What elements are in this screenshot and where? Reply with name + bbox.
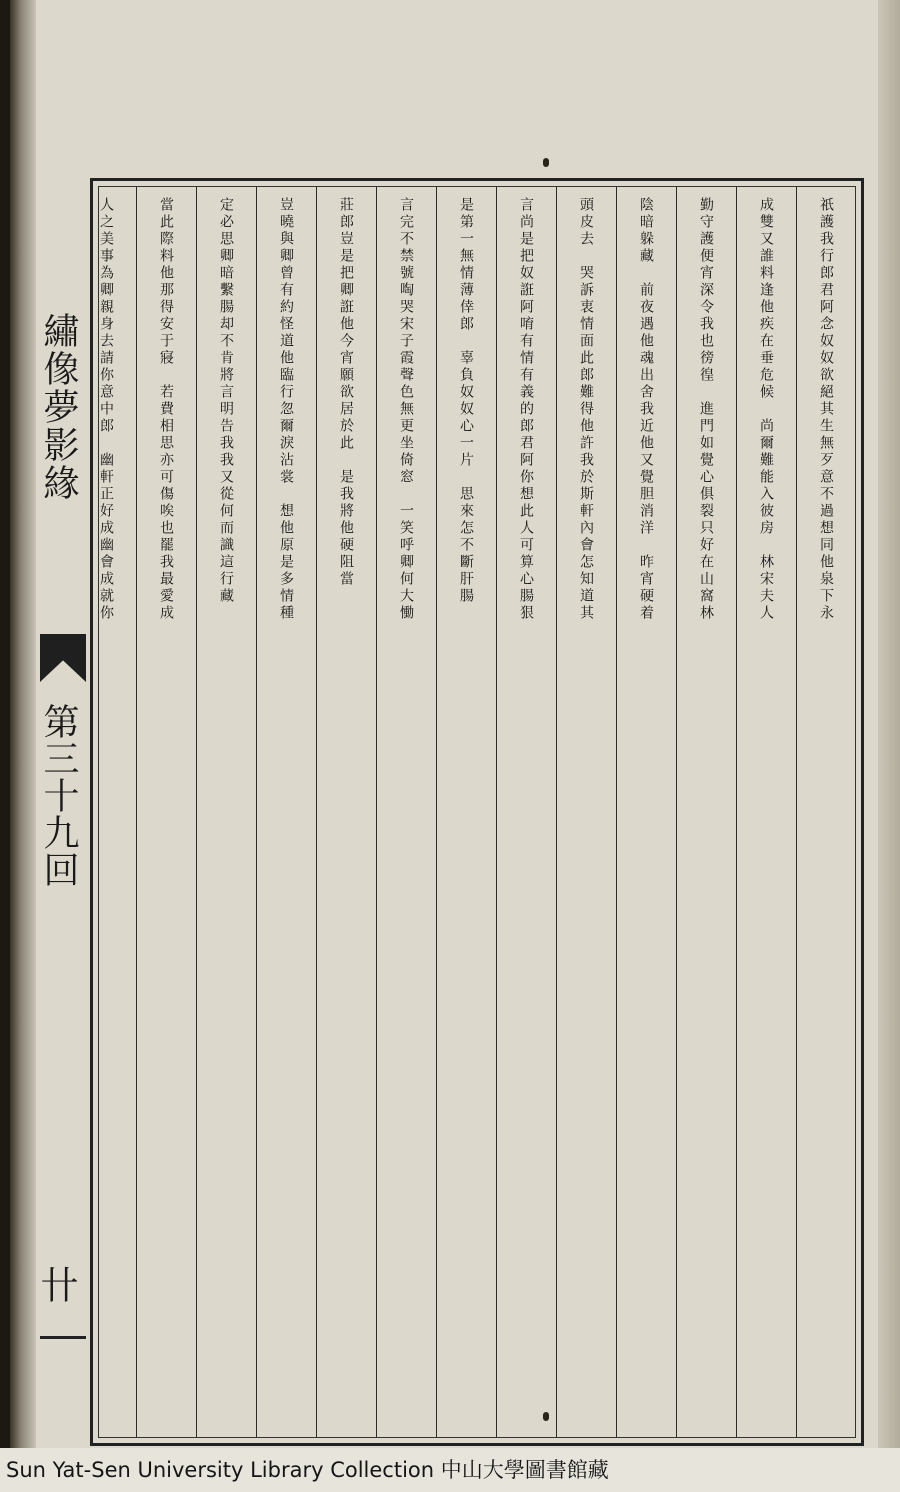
binding-hole — [543, 158, 549, 167]
text-column — [736, 197, 796, 1437]
text-column — [76, 197, 136, 1437]
column-text: 是第一無情薄倖郎 辜負奴奴心一片 思來怎不斷肝腸 — [458, 197, 474, 605]
text-column — [316, 197, 376, 1437]
book-title: 繡像夢影緣 — [38, 312, 79, 502]
text-column — [796, 197, 856, 1437]
column-text: 人之美事為卿親身去請你意中郎 幽軒正好成幽會成就你 — [98, 197, 114, 622]
text-column — [136, 197, 196, 1437]
text-column — [496, 197, 556, 1437]
folio-number: 卄 — [34, 1265, 78, 1303]
text-column — [556, 197, 616, 1437]
library-credit: Sun Yat-Sen University Library Collection 中山大學圖書館藏 — [6, 1458, 609, 1482]
text-column — [436, 197, 496, 1437]
book-page — [10, 0, 900, 1492]
column-text: 言尚是把奴誑阿唷有情有義的郎君阿你想此人可算心腸狠 — [518, 197, 534, 622]
text-column — [256, 197, 316, 1437]
column-text: 當此際料他那得安于寢 若費相思亦可傷唉也罷我最愛成 — [158, 197, 174, 622]
column-text: 豈曉與卿曾有約怪道他臨行忽爾淚沾裳 想他原是多情種 — [278, 197, 294, 622]
collection-footer — [0, 1448, 900, 1492]
column-text: 成雙又誰料逢他疾在垂危候 尚爾難能入彼房 林宋夫人 — [758, 197, 774, 622]
page-edge — [878, 0, 900, 1492]
column-text: 莊郎豈是把卿誑他今宵願欲居於此 是我將他硬阻當 — [338, 197, 354, 588]
text-column — [376, 197, 436, 1437]
column-text: 勤守護便宵深令我也徬徨 進門如覺心俱裂只好在山窩林 — [698, 197, 714, 622]
chapter-label: 第三十九回 — [38, 702, 79, 888]
column-text: 陰暗躲藏 前夜遇他魂出舍我近他又覺胆消洋 昨宵硬着 — [638, 197, 654, 622]
column-text: 定必思卿暗繫腸却不肯將言明告我我又從何而識這行藏 — [218, 197, 234, 605]
column-text: 言完不禁號啕哭宋子霞聲色無更坐倚窓 一笑呼卿何大慟 — [398, 197, 414, 622]
text-column — [616, 197, 676, 1437]
text-column — [676, 197, 736, 1437]
text-frame — [98, 186, 856, 1438]
text-block — [90, 178, 864, 1446]
column-text: 祇護我行郎君阿念奴奴欲絕其生無歹意不過想同他泉下永 — [818, 197, 834, 622]
text-column — [196, 197, 256, 1437]
column-text: 頭皮去 哭訴衷情面此郎難得他許我於斯軒內會怎知道其 — [578, 197, 594, 622]
